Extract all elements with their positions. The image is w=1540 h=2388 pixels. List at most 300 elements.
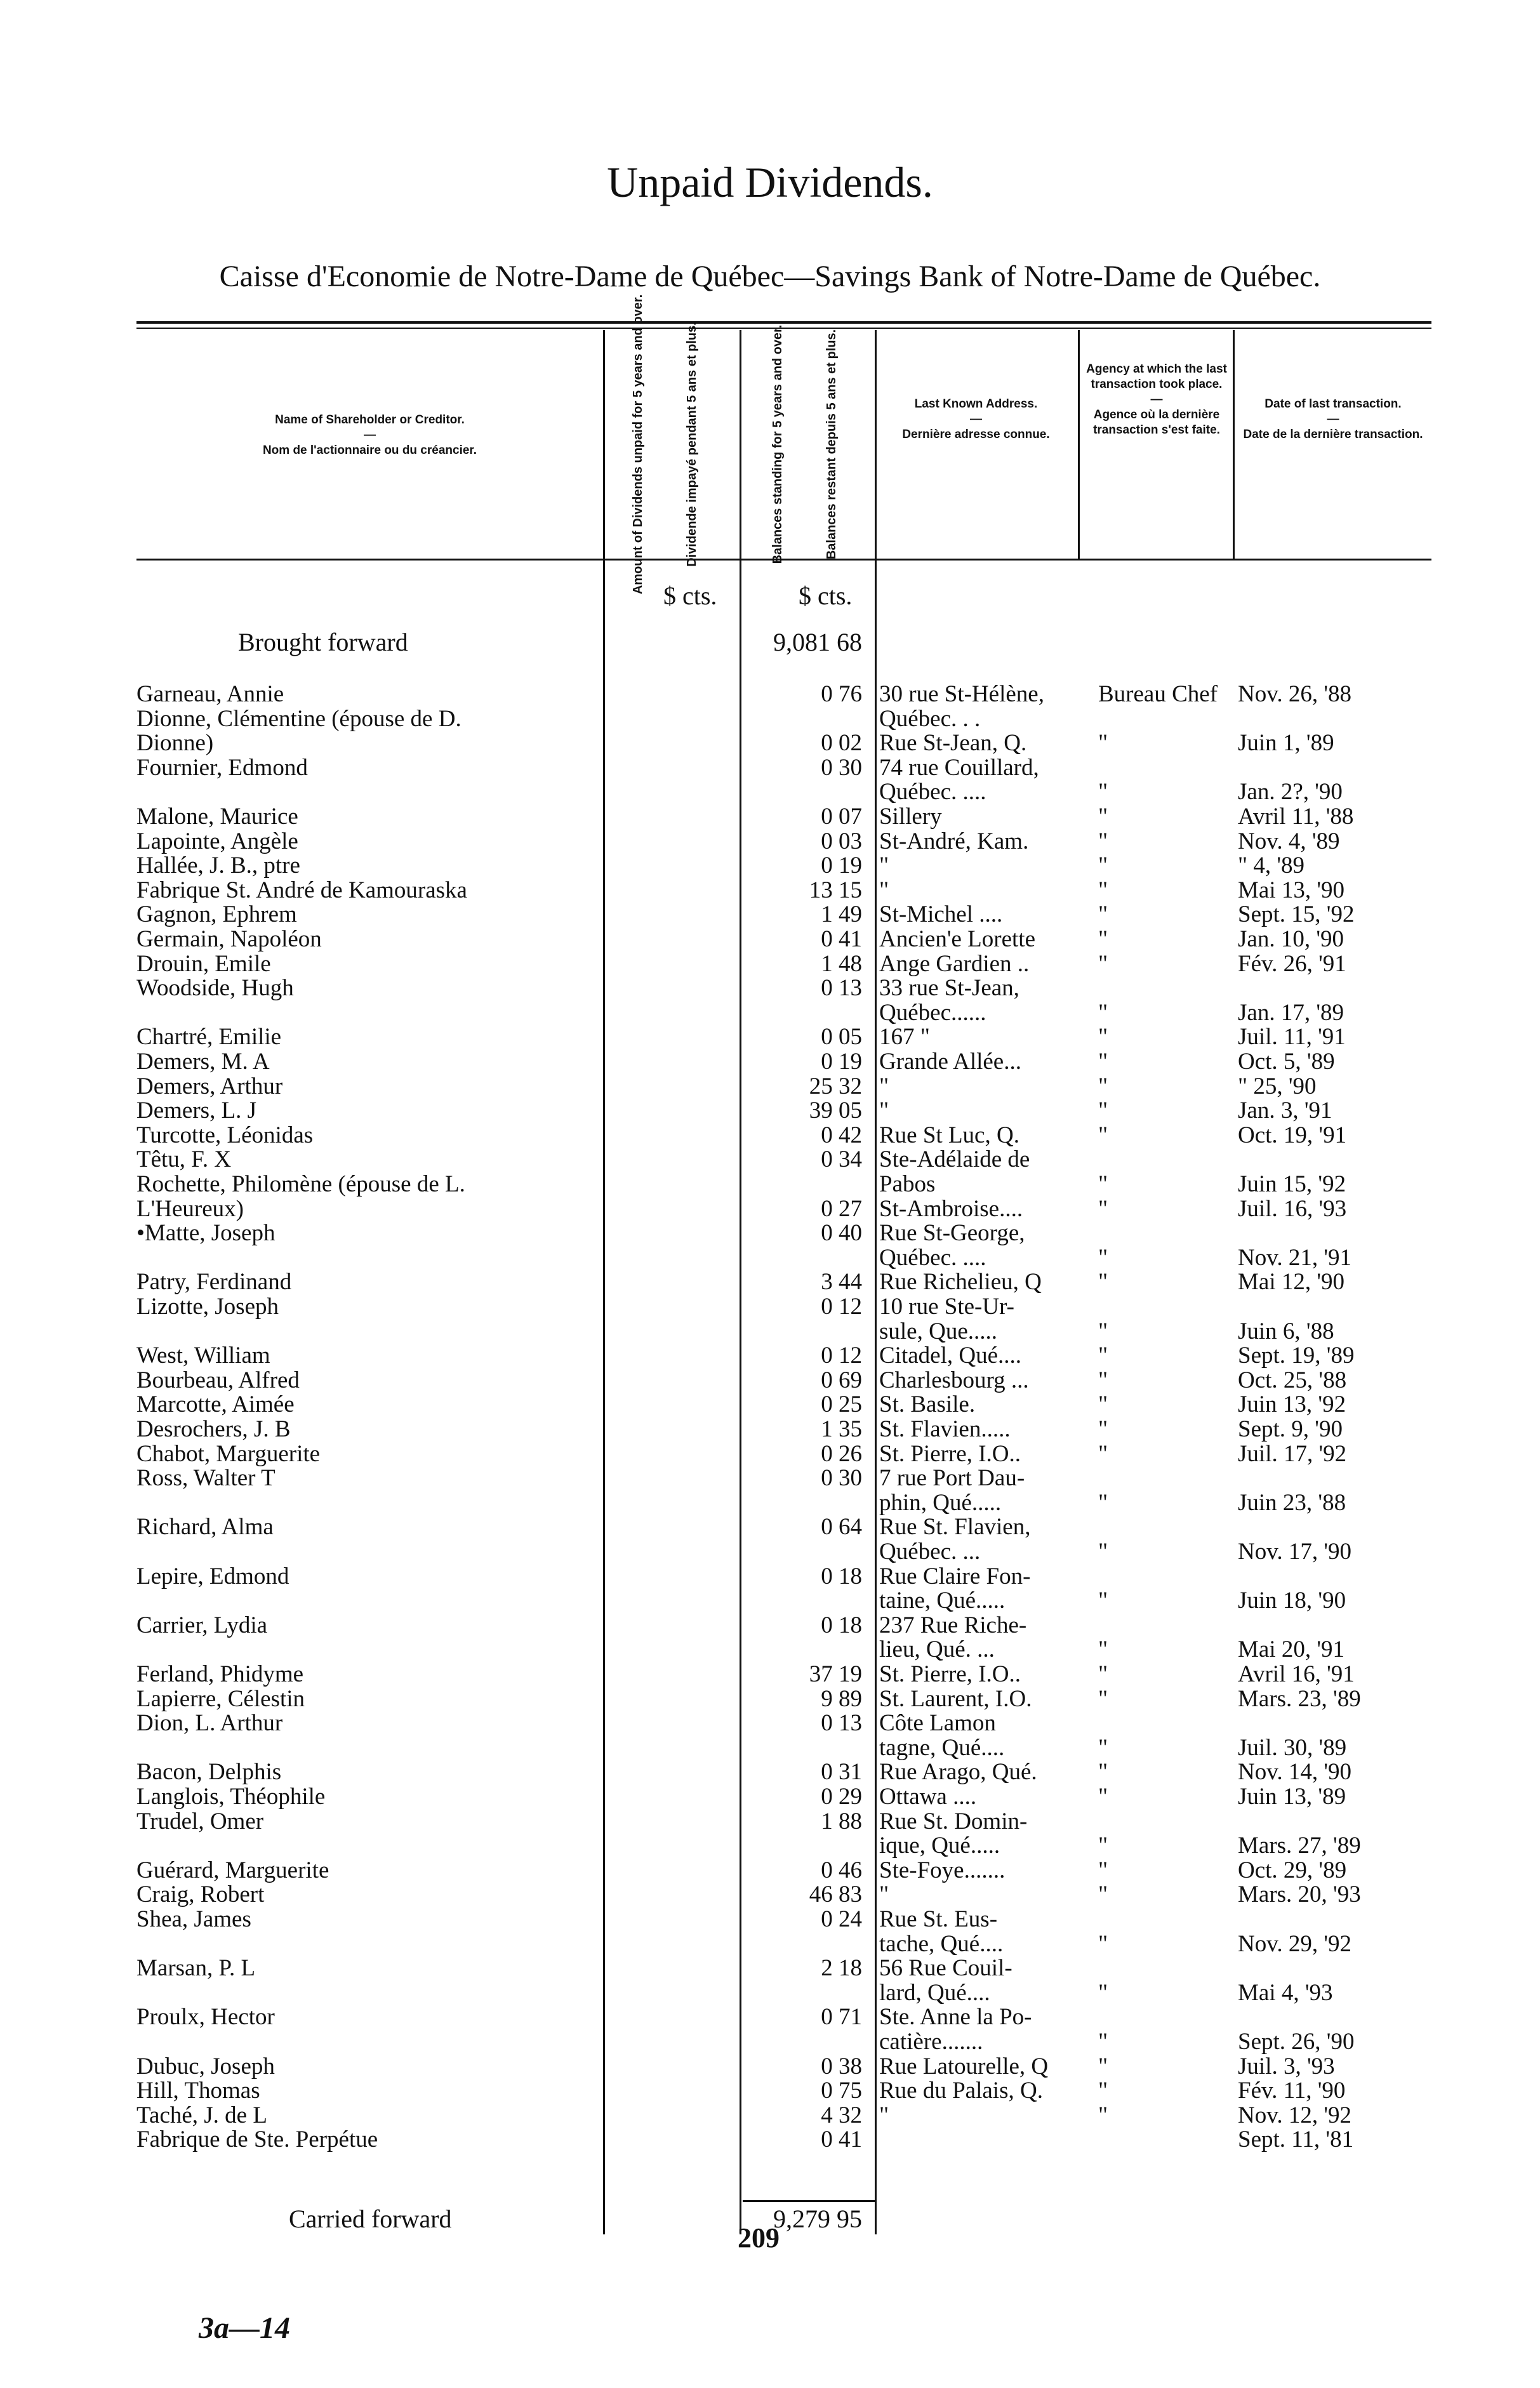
agency: " [1098,1197,1108,1221]
header-agency-fr: Agence où la dernière transaction s'est faite. [1093,408,1220,437]
agency: " [1098,854,1108,879]
header-address-fr: Dernière adresse connue. [902,428,1050,441]
header-balance-en: Balances standing for 5 years and over. [771,324,785,564]
ledger-name: Ferland, Phidyme [136,1662,304,1687]
table-row [0,952,1540,976]
table-row [0,707,1540,731]
table-row [0,2055,1540,2079]
last-address: phin, Qué..... [879,1490,1002,1515]
unpaid-amount: 0 03 [821,829,862,854]
header-unpaid-en: Amount of Dividends unpaid for 5 years and over. [631,294,645,595]
table-row [0,1540,1540,1564]
last-transaction-date: Juil. 17, '92 [1238,1442,1347,1466]
table-row [0,1172,1540,1197]
ledger-name: Dionne) [136,731,214,756]
last-address: Rue du Palais, Q. [879,2079,1043,2104]
ledger-name: Fournier, Edmond [136,755,308,780]
unpaid-amount: 0 71 [821,2005,862,2030]
ledger-name: Demers, M. A [136,1050,270,1074]
last-address: lieu, Qué. ... [879,1638,995,1662]
header-top-rule [136,321,1431,324]
last-transaction-date: Juin 23, '88 [1238,1490,1346,1515]
total-rule [743,2200,875,2202]
last-address: Rue St-George, [879,1221,1025,1246]
unpaid-amount: 0 02 [821,731,862,756]
last-transaction-date: Nov. 4, '89 [1238,829,1340,854]
ledger-name: Richard, Alma [136,1515,274,1540]
unpaid-amount: 0 64 [821,1515,862,1540]
table-row [0,1295,1540,1319]
ledger-name: Taché, J. de L [136,2103,267,2128]
last-transaction-date: Nov. 29, '92 [1238,1932,1351,1956]
column-divider-5 [1233,330,1235,559]
last-transaction-date: Oct. 29, '89 [1238,1858,1347,1883]
last-address: Pabos [879,1172,936,1197]
unpaid-amount: 0 24 [821,1907,862,1932]
ledger-name: Bacon, Delphis [136,1760,282,1785]
header-name [136,413,603,458]
footer-signature: 3a—14 [199,2311,290,2345]
table-row [0,1369,1540,1393]
last-transaction-date: Nov. 26, '88 [1238,682,1351,706]
header-address: Last Known Address. — Dernière adresse connue. [879,397,1073,442]
last-transaction-date: Juin 15, '92 [1238,1172,1346,1197]
last-address: St. Pierre, I.O.. [879,1442,1021,1466]
unpaid-amount: 39 05 [809,1099,862,1124]
agency: " [1098,829,1108,854]
last-address: Ottawa .... [879,1785,977,1809]
unpaid-amount: 0 40 [821,1221,862,1246]
last-address: 33 rue St-Jean, [879,976,1019,1001]
last-address: Québec. . . [879,706,981,731]
unpaid-amount: 0 38 [821,2054,862,2079]
last-transaction-date: Mai 20, '91 [1238,1638,1345,1662]
ledger-name: Shea, James [136,1907,251,1932]
last-transaction-date: Juin 13, '89 [1238,1785,1346,1809]
page-number: 209 [738,2222,780,2253]
unpaid-amount: 0 30 [821,1466,862,1491]
unpaid-amount: 0 12 [821,1344,862,1369]
last-transaction-date: Juil. 3, '93 [1238,2054,1335,2079]
table-row [0,1466,1540,1490]
last-address: tagne, Qué.... [879,1735,1005,1760]
last-transaction-date: Mai 12, '90 [1238,1270,1345,1295]
table-row [0,1687,1540,1711]
brought-forward-amount: 9,081 68 [773,628,862,656]
page-subtitle: Caisse d'Economie de Notre-Dame de Québec—Savings Bank of Notre-Dame de Québec. [219,260,1321,293]
ledger-name: Desrochers, J. B [136,1417,291,1442]
last-transaction-date: Jan. 3, '91 [1238,1099,1332,1124]
header-dash: — [364,428,376,442]
last-address: 56 Rue Couil- [879,1956,1012,1981]
last-transaction-date: Avril 11, '88 [1238,805,1354,829]
last-transaction-date: Mars. 23, '89 [1238,1687,1361,1711]
agency: " [1098,1638,1108,1662]
agency: " [1098,1834,1108,1859]
unpaid-amount: 0 34 [821,1148,862,1172]
table-row [0,1491,1540,1515]
last-address: 7 rue Port Dau- [879,1466,1025,1491]
ledger-name: Drouin, Emile [136,952,271,976]
table-row [0,756,1540,780]
last-transaction-date: Mai 13, '90 [1238,878,1345,903]
last-transaction-date: Nov. 21, '91 [1238,1245,1351,1270]
brought-forward-label: Brought forward [238,628,408,656]
last-transaction-date: Nov. 12, '92 [1238,2103,1351,2128]
last-address: St-Michel .... [879,903,1003,927]
last-transaction-date: Juil. 16, '93 [1238,1197,1347,1221]
ledger-name: Proulx, Hector [136,2005,275,2030]
last-address: Québec...... [879,1000,986,1025]
last-address: St. Basile. [879,1393,976,1417]
unpaid-amount: 4 32 [821,2103,862,2128]
unpaid-amount: 0 31 [821,1760,862,1785]
agency: " [1098,780,1108,805]
agency: " [1098,1785,1108,1809]
agency: " [1098,2030,1108,2054]
header-unpaid-fr: Dividende impayé pendant 5 ans et plus. [685,322,699,567]
last-transaction-date: Juin 18, '90 [1238,1589,1346,1614]
last-address: Ste-Foye....... [879,1858,1006,1883]
unpaid-amount: 0 25 [821,1393,862,1417]
agency: " [1098,2079,1108,2104]
unpaid-amount: 9 89 [821,1687,862,1711]
ledger-name: Dion, L. Arthur [136,1711,283,1736]
table-row [0,1099,1540,1123]
unpaid-amount: 1 35 [821,1417,862,1442]
ledger-name: Germain, Napoléon [136,927,322,952]
last-transaction-date: Oct. 19, '91 [1238,1123,1347,1148]
table-row [0,1981,1540,2005]
agency: " [1098,1368,1108,1393]
ledger-name: Lapointe, Angèle [136,829,298,854]
unpaid-amount: 1 49 [821,903,862,927]
last-transaction-date: Jan. 10, '90 [1238,927,1344,952]
agency: " [1098,1760,1108,1785]
last-address: " [879,854,889,879]
last-address: St. Flavien..... [879,1417,1011,1442]
header-agency-en: Agency at which the last transaction took place. [1086,362,1227,391]
table-row [0,2104,1540,2128]
agency: " [1098,1662,1108,1687]
agency: " [1098,1270,1108,1295]
agency: " [1098,1050,1108,1074]
ledger-name: Carrier, Lydia [136,1613,268,1638]
last-address: 10 rue Ste-Ur- [879,1295,1014,1319]
table-row [0,1148,1540,1172]
table-row [0,1025,1540,1049]
table-row [0,805,1540,829]
table-row [0,1956,1540,1980]
ledger-name: •Matte, Joseph [136,1221,275,1246]
last-address: lard, Qué.... [879,1980,990,2005]
last-address: St-Ambroise.... [879,1197,1023,1221]
ledger-name: Patry, Ferdinand [136,1270,292,1295]
last-address: Rue St. Flavien, [879,1515,1031,1540]
unpaid-amount: 3 44 [821,1270,862,1295]
agency: " [1098,1393,1108,1417]
unpaid-amount: 0 07 [821,805,862,829]
last-address: Ste. Anne la Po- [879,2005,1032,2030]
agency: " [1098,1490,1108,1515]
unpaid-amount: 0 46 [821,1858,862,1883]
agency: " [1098,1442,1108,1466]
agency: " [1098,805,1108,829]
last-transaction-date: Juin 6, '88 [1238,1319,1334,1344]
unpaid-amount: 0 42 [821,1123,862,1148]
agency: " [1098,2103,1108,2128]
unpaid-amount: 0 19 [821,1050,862,1074]
ledger-name: Lapierre, Célestin [136,1687,305,1711]
ledger-name: Dubuc, Joseph [136,2054,275,2079]
table-row [0,1050,1540,1074]
ledger-name: Lepire, Edmond [136,1564,289,1589]
last-transaction-date: Mars. 20, '93 [1238,1883,1361,1907]
last-address: 30 rue St-Hélène, [879,682,1044,706]
ledger-name: West, William [136,1344,270,1369]
last-address: Citadel, Qué.... [879,1344,1022,1369]
agency: " [1098,1932,1108,1956]
last-address: Québec. ... [879,1540,981,1564]
last-address: Charlesbourg ... [879,1368,1029,1393]
unpaid-amount: 37 19 [809,1662,862,1687]
last-address: sule, Que..... [879,1319,997,1344]
table-row [0,1662,1540,1687]
last-transaction-date: Juil. 30, '89 [1238,1735,1347,1760]
ledger-name: Turcotte, Léonidas [136,1123,314,1148]
unpaid-amount: 0 18 [821,1564,862,1589]
table-row [0,1907,1540,1932]
last-address: Ancien'e Lorette [879,927,1036,952]
agency: " [1098,1319,1108,1344]
unpaid-amount: 0 05 [821,1025,862,1050]
table-row [0,1344,1540,1368]
ledger-name: Fabrique de Ste. Perpétue [136,2128,378,2153]
column-divider-4 [1078,330,1080,559]
agency: " [1098,878,1108,903]
last-address: St. Pierre, I.O.. [879,1662,1021,1687]
table-row [0,1442,1540,1466]
table-row [0,1614,1540,1638]
ledger-name: Lizotte, Joseph [136,1295,279,1319]
last-address: Ste-Adélaide de [879,1148,1030,1172]
table-row [0,780,1540,804]
unpaid-amount: 0 41 [821,2128,862,2153]
unpaid-amount: 46 83 [809,1883,862,1907]
last-transaction-date: Nov. 17, '90 [1238,1540,1351,1564]
last-address: Rue St-Jean, Q. [879,731,1027,756]
last-address: Rue St. Domin- [879,1809,1028,1834]
last-transaction-date: Sept. 19, '89 [1238,1344,1355,1369]
unpaid-currency: $ cts. [663,581,717,610]
table-row [0,903,1540,927]
unpaid-amount: 0 29 [821,1785,862,1809]
unpaid-amount: 0 75 [821,2079,862,2104]
table-row [0,2079,1540,2103]
table-row [0,1393,1540,1417]
table-row [0,1270,1540,1294]
agency: " [1098,1735,1108,1760]
table-row [0,1711,1540,1735]
last-address: " [879,1099,889,1124]
last-address: catière....... [879,2030,983,2054]
agency: " [1098,1099,1108,1124]
last-transaction-date: Mai 4, '93 [1238,1980,1333,2005]
table-row [0,976,1540,1000]
page-title: Unpaid Dividends. [607,158,933,206]
ledger-name: Trudel, Omer [136,1809,264,1834]
last-transaction-date: Juil. 11, '91 [1238,1025,1346,1050]
table-row [0,854,1540,878]
last-transaction-date: Juin 13, '92 [1238,1393,1346,1417]
ledger-name: Marcotte, Aimée [136,1393,295,1417]
table-row [0,1124,1540,1148]
unpaid-amount: 2 18 [821,1956,862,1981]
unpaid-amount: 0 13 [821,1711,862,1736]
ledger-name: Demers, L. J [136,1099,257,1124]
unpaid-amount: 0 19 [821,854,862,879]
table-row [0,879,1540,903]
unpaid-amount: 13 15 [809,878,862,903]
ledger-name: Têtu, F. X [136,1148,232,1172]
carried-forward-amount: 9,279 95 [773,2205,862,2233]
table-row [0,1785,1540,1809]
agency: " [1098,1000,1108,1025]
last-address: " [879,2103,889,2128]
last-address: Québec. .... [879,780,986,805]
agency: " [1098,903,1108,927]
last-transaction-date: Fév. 26, '91 [1238,952,1346,976]
last-address: 237 Rue Riche- [879,1613,1027,1638]
table-row [0,1883,1540,1907]
ledger-name: Langlois, Théophile [136,1785,326,1809]
last-address: St-André, Kam. [879,829,1029,854]
ledger-name: Guérard, Marguerite [136,1858,329,1883]
agency: " [1098,1245,1108,1270]
unpaid-amount: 0 76 [821,682,862,706]
table-row [0,2030,1540,2054]
last-address: Rue Latourelle, Q [879,2054,1049,2079]
agency: " [1098,1172,1108,1197]
ledger-name: Chartré, Emilie [136,1025,282,1050]
ledger-name: Dionne, Clémentine (épouse de D. [136,706,461,731]
agency: " [1098,1540,1108,1564]
table-row [0,1760,1540,1784]
ledger-name: Hill, Thomas [136,2079,260,2104]
last-transaction-date: Sept. 9, '90 [1238,1417,1343,1442]
ledger-name: Fabrique St. André de Kamouraska [136,878,467,903]
last-address: taine, Qué..... [879,1589,1006,1614]
ledger-name: Marsan, P. L [136,1956,256,1981]
ledger-name: L'Heureux) [136,1197,244,1221]
last-transaction-date: Fév. 11, '90 [1238,2079,1346,2104]
last-transaction-date: Jan. 17, '89 [1238,1000,1344,1025]
unpaid-amount: 0 41 [821,927,862,952]
table-row [0,1246,1540,1270]
ledger-name: Woodside, Hugh [136,976,294,1001]
agency: " [1098,1980,1108,2005]
agency: " [1098,1687,1108,1711]
last-address: Québec. .... [879,1245,986,1270]
unpaid-amount: 0 69 [821,1368,862,1393]
ledger-name: Bourbeau, Alfred [136,1368,300,1393]
last-address: Rue Richelieu, Q [879,1270,1042,1295]
last-address: 167 " [879,1025,930,1050]
unpaid-amount: 0 13 [821,976,862,1001]
ledger-name: Demers, Arthur [136,1074,283,1099]
agency: " [1098,1074,1108,1099]
ledger-name: Gagnon, Ephrem [136,903,297,927]
table-row [0,1589,1540,1613]
agency: " [1098,952,1108,976]
table-row [0,2128,1540,2152]
table-row [0,682,1540,706]
table-row [0,1417,1540,1442]
table-row [0,1834,1540,1858]
last-transaction-date: Nov. 14, '90 [1238,1760,1351,1785]
last-transaction-date: " 25, '90 [1238,1074,1317,1099]
last-address: ique, Qué..... [879,1834,1000,1859]
table-row [0,2005,1540,2029]
last-address: Côte Lamon [879,1711,996,1736]
table-row [0,731,1540,755]
ledger-name: Craig, Robert [136,1883,265,1907]
last-address: Ange Gardien .. [879,952,1030,976]
table-row [0,830,1540,854]
header-date: Date of last transaction. — Date de la dernière transaction. [1238,397,1428,442]
agency: " [1098,1417,1108,1442]
unpaid-amount: 25 32 [809,1074,862,1099]
header-name-en: Name of Shareholder or Creditor. [275,413,465,427]
agency: " [1098,1123,1108,1148]
agency: Bureau Chef [1098,682,1218,706]
agency: " [1098,1344,1108,1369]
header-date-fr: Date de la dernière transaction. [1243,428,1423,441]
last-transaction-date: Oct. 5, '89 [1238,1050,1335,1074]
last-address: Sillery [879,805,942,829]
last-transaction-date: Juin 1, '89 [1238,731,1334,756]
unpaid-amount: 0 27 [821,1197,862,1221]
header-address-en: Last Known Address. [914,397,1038,411]
last-transaction-date: Sept. 15, '92 [1238,903,1355,927]
table-row [0,1075,1540,1099]
last-address: Rue Claire Fon- [879,1564,1031,1589]
ledger-name: Garneau, Annie [136,682,284,706]
ledger-name: Malone, Maurice [136,805,298,829]
unpaid-amount: 1 48 [821,952,862,976]
last-address: Grande Allée... [879,1050,1021,1074]
last-address: Rue Arago, Qué. [879,1760,1037,1785]
last-transaction-date: Sept. 11, '81 [1238,2128,1354,2153]
carried-forward-label: Carried forward [289,2205,452,2233]
table-row [0,1810,1540,1834]
last-transaction-date: Oct. 25, '88 [1238,1368,1347,1393]
last-transaction-date: Jan. 2?, '90 [1238,780,1343,805]
last-address: Rue St. Eus- [879,1907,998,1932]
table-row [0,1221,1540,1245]
table-row [0,1515,1540,1539]
last-transaction-date: " 4, '89 [1238,854,1305,879]
table-row [0,1638,1540,1662]
last-address: St. Laurent, I.O. [879,1687,1032,1711]
unpaid-amount: 0 12 [821,1295,862,1319]
ledger-name: Ross, Walter T [136,1466,275,1491]
agency: " [1098,1589,1108,1614]
table-row [0,1859,1540,1883]
last-address: tache, Qué.... [879,1932,1004,1956]
unpaid-amount: 0 26 [821,1442,862,1466]
last-transaction-date: Mars. 27, '89 [1238,1834,1361,1859]
